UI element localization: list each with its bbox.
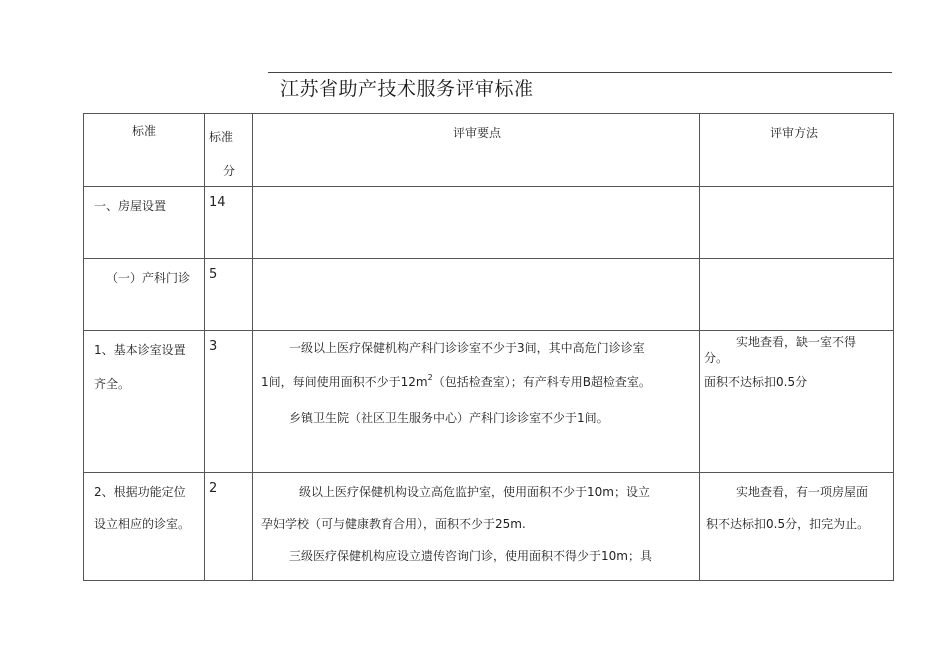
row-points-line-3: 乡镇卫生院（社区卫生服务中心）产科门诊诊室不少于1间。 bbox=[289, 411, 609, 425]
table-row bbox=[84, 259, 894, 331]
row-score bbox=[205, 187, 253, 259]
header-standard-label: 标准 bbox=[132, 124, 157, 138]
row-points-line-1: 一级以上医疗保健机构产科门诊诊室不少于3间，其中高危门诊诊室 bbox=[289, 341, 645, 355]
row-points bbox=[253, 187, 700, 259]
row-points-line-2: 孕妇学校（可与健康教育合用），面积不少于25m. bbox=[261, 517, 526, 531]
row-standard bbox=[84, 259, 205, 331]
row-standard bbox=[84, 473, 205, 581]
row-score bbox=[205, 259, 253, 331]
row-score bbox=[205, 473, 253, 581]
row-standard bbox=[84, 331, 205, 473]
row-score-text: 3 bbox=[209, 339, 218, 354]
row-standard-text-line-2: 设立相应的诊室。 bbox=[94, 517, 191, 531]
row-score bbox=[205, 331, 253, 473]
row-points-line-2b: （包括检查室）；有产科专用B超检查室。 bbox=[432, 375, 651, 389]
row-method-line-3: 面积不达标扣0.5分 bbox=[704, 375, 808, 389]
document-title: 江苏省助产技术服务评审标准 bbox=[280, 78, 534, 100]
row-method bbox=[700, 473, 894, 581]
row-points bbox=[253, 473, 700, 581]
row-points-line-2a: 1间，每间使用面积不少于12m bbox=[261, 375, 428, 389]
header-method bbox=[700, 114, 894, 187]
table-header-row bbox=[84, 114, 894, 187]
row-standard-text-line-1: 2、根据功能定位 bbox=[94, 485, 186, 499]
row-points bbox=[253, 331, 700, 473]
header-standard bbox=[84, 114, 205, 187]
row-method-line-1: 实地查看，缺一室不得 bbox=[736, 335, 857, 349]
table-row bbox=[84, 187, 894, 259]
table-row bbox=[84, 331, 894, 473]
title-top-rule bbox=[268, 72, 892, 73]
row-method bbox=[700, 331, 894, 473]
header-key-points-label: 评审要点 bbox=[453, 126, 502, 140]
row-points-line-2 bbox=[261, 373, 651, 390]
header-score-label-2: 分 bbox=[223, 164, 236, 178]
row-method bbox=[700, 259, 894, 331]
row-method-line-1: 实地查看，有一项房屋面 bbox=[736, 485, 869, 499]
row-standard bbox=[84, 187, 205, 259]
row-score-text: 14 bbox=[209, 195, 226, 210]
row-method bbox=[700, 187, 894, 259]
row-standard-text-line-1: 1、基本诊室设置 bbox=[94, 343, 186, 357]
row-standard-text: （一）产科门诊 bbox=[106, 271, 191, 285]
standards-table bbox=[83, 113, 894, 581]
row-points-line-3: 三级医疗保健机构应设立遗传咨询门诊，使用面积不得少于10m；具 bbox=[289, 549, 652, 563]
header-key-points bbox=[253, 114, 700, 187]
row-points-line-1: 级以上医疗保健机构设立高危监护室，使用面积不少于10m；设立 bbox=[299, 485, 650, 499]
table-row bbox=[84, 473, 894, 581]
row-score-text: 2 bbox=[209, 481, 218, 496]
row-points bbox=[253, 259, 700, 331]
header-score bbox=[205, 114, 253, 187]
superscript-2: 2 bbox=[427, 373, 433, 382]
header-score-label-1: 标准 bbox=[209, 130, 234, 144]
row-score-text: 5 bbox=[209, 267, 218, 282]
row-standard-text-line-2: 齐全。 bbox=[94, 377, 131, 391]
row-method-line-2: 积不达标扣0.5分，扣完为止。 bbox=[706, 517, 870, 531]
header-method-label: 评审方法 bbox=[770, 126, 819, 140]
row-method-line-2: 分。 bbox=[704, 351, 729, 365]
row-standard-text: 一、房屋设置 bbox=[94, 199, 167, 213]
